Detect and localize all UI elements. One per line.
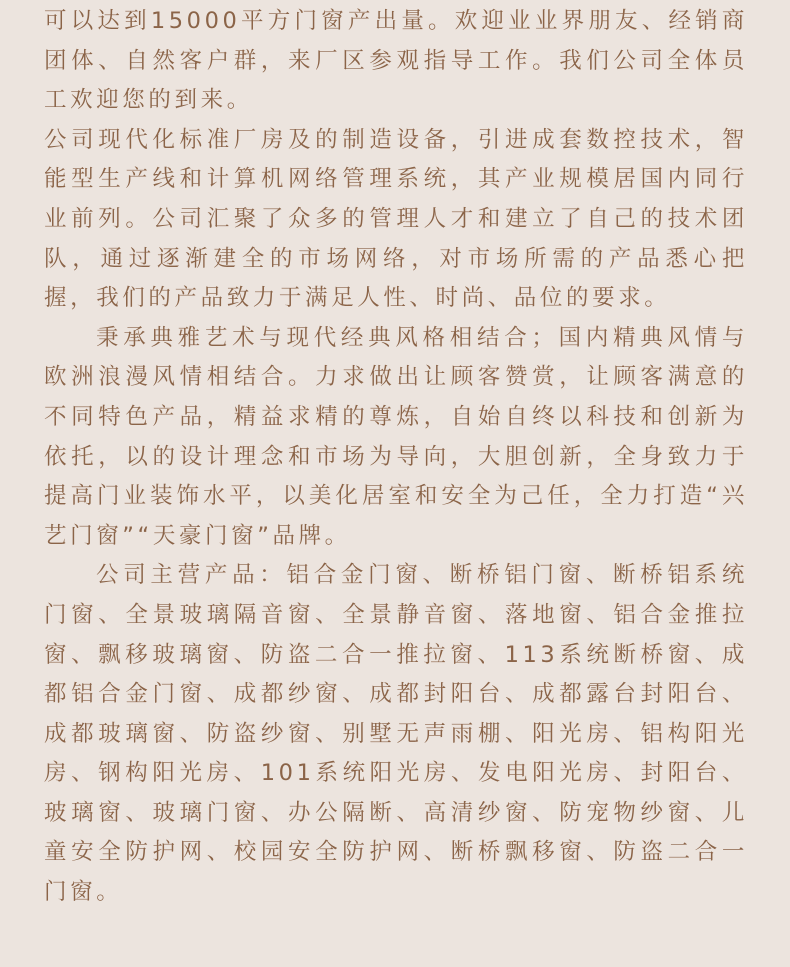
paragraph-main-products: 公司主营产品：铝合金门窗、断桥铝门窗、断桥铝系统门窗、全景玻璃隔音窗、全景静音窗、落地窗、铝合金推拉窗、飘移玻璃窗、防盗二合一推拉窗、113系统断桥窗、成都铝合金门窗、成都纱窗、成都封阳台、成都露台封阳台、成都玻璃窗、防盗纱窗、别墅无声雨棚、阳光房、铝构阳光房、钢构阳光房、101系统阳光房、发电阳光房、封阳台、玻璃窗、玻璃门窗、办公隔断、高清纱窗、防宠物纱窗、儿童安全防护网、校园安全防护网、断桥飘移窗、防盗二合一门窗。	[44, 562, 748, 906]
paragraph-brand-philosophy: 秉承典雅艺术与现代经典风格相结合；国内精典风情与欧洲浪漫风情相结合。力求做出让顾客赞赏，让顾客满意的不同特色产品，精益求精的尊炼，自始自终以科技和创新为依托，以的设计理念和市场为导向，大胆创新，全身致力于提高门业装饰水平，以美化居室和安全为己任，全力打造“兴艺门窗”“天豪门窗”品牌。	[44, 324, 748, 549]
article-body	[0, 2, 790, 967]
paragraph-company-facilities: 公司现代化标准厂房及的制造设备，引进成套数控技术，智能型生产线和计算机网络管理系统，其产业规模居国内同行业前列。公司汇聚了众多的管理人才和建立了自己的技术团队，通过逐渐建全的市场网络，对市场所需的产品悉心把握，我们的产品致力于满足人性、时尚、品位的要求。	[44, 126, 748, 312]
paragraph-capacity-welcome: 可以达到15000平方门窗产出量。欢迎业业界朋友、经销商团体、自然客户群，来厂区参观指导工作。我们公司全体员工欢迎您的到来。	[44, 8, 748, 114]
